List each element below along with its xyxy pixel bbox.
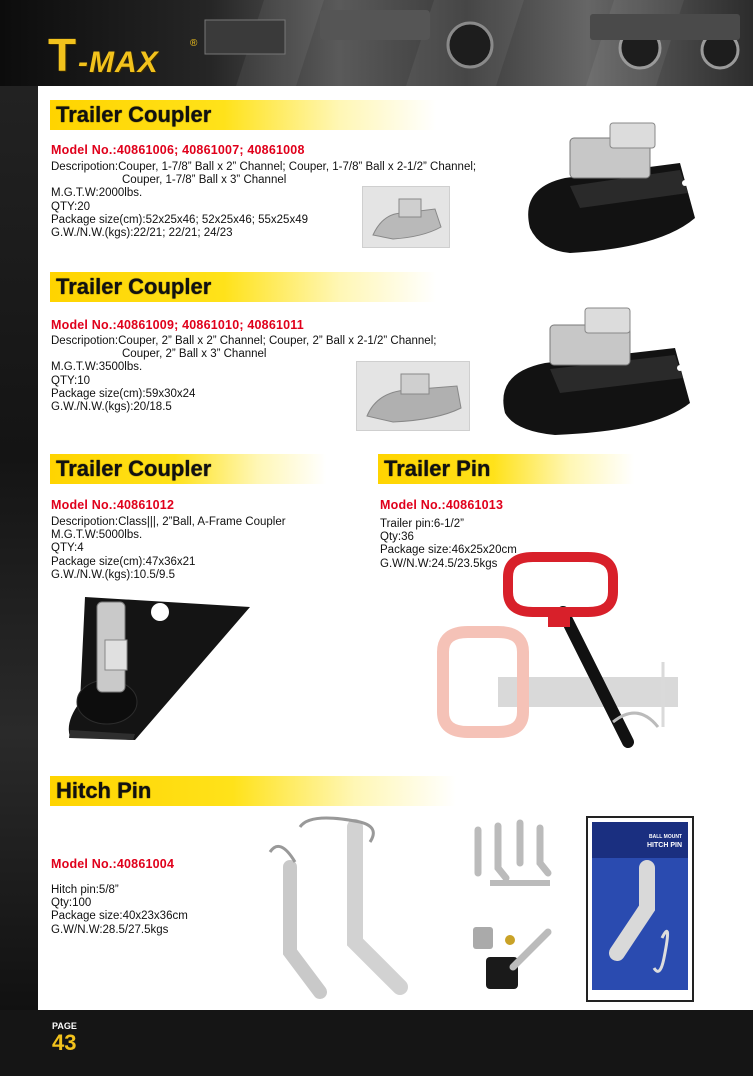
model-number-trailer-pin: Model No.:40861013 bbox=[380, 498, 504, 512]
specs-coupler-3 bbox=[51, 516, 286, 582]
card-body bbox=[592, 858, 688, 990]
description-line-2: Couper, 2” Ball x 3” Channel bbox=[122, 348, 267, 361]
specs-hitch-pin bbox=[51, 884, 188, 937]
gross-net-weight: G.W./N.W.(kgs):22/21; 22/21; 24/23 bbox=[51, 227, 233, 240]
hitch-pin-photo bbox=[250, 812, 450, 1002]
left-grunge-border bbox=[0, 86, 38, 1010]
card-label-small: BALL MOUNT bbox=[649, 834, 682, 840]
model-number-coupler-3: Model No.:40861012 bbox=[51, 498, 175, 512]
description-line-1: Descripotion:Couper, 2” Ball x 2” Channel; Couper, 2” Ball x 2-1/2” Channel; bbox=[51, 335, 437, 347]
t-max-logo bbox=[48, 26, 208, 82]
section-title-trailer-pin: Trailer Pin bbox=[378, 454, 634, 484]
model-number-coupler-1: Model No.:40861006; 40861007; 40861008 bbox=[51, 143, 305, 157]
a-frame-coupler-photo bbox=[65, 592, 255, 742]
footer-bar bbox=[0, 1010, 753, 1076]
qty: QTY:4 bbox=[51, 542, 84, 555]
package-size: Package size:40x23x36cm bbox=[51, 910, 188, 923]
gross-net-weight: G.W./N.W.(kgs):20/18.5 bbox=[51, 401, 172, 414]
gross-net-weight: G.W/N.W:28.5/27.5kgs bbox=[51, 923, 169, 936]
coupler-1-thumbnail bbox=[362, 186, 450, 248]
coupler-1-photo bbox=[510, 118, 700, 258]
description-line-2: Couper, 1-7/8” Ball x 3” Channel bbox=[122, 174, 287, 187]
card-pin-graphic bbox=[592, 858, 688, 990]
card-label-big: HITCH PIN bbox=[647, 842, 682, 849]
qty: Qty:100 bbox=[51, 897, 92, 910]
logo-letter-t: T bbox=[48, 29, 75, 81]
model-number-coupler-2: Model No.:40861009; 40861010; 40861011 bbox=[51, 318, 304, 332]
package-size: Package size(cm):47x36x21 bbox=[51, 555, 196, 568]
header-banner bbox=[0, 0, 753, 86]
hitch-lock-photo bbox=[468, 922, 558, 1002]
registered-mark: ® bbox=[190, 38, 198, 49]
mgtw: M.G.T.W:3500lbs. bbox=[51, 361, 143, 374]
coupler-2-thumbnail bbox=[356, 361, 470, 431]
qty: QTY:10 bbox=[51, 374, 90, 387]
page-number: 43 bbox=[52, 1030, 77, 1055]
coupler-2-photo bbox=[495, 303, 695, 443]
section-title-coupler-3: Trailer Coupler bbox=[50, 454, 326, 484]
package-size: Package size(cm):52x25x46; 52x25x46; 55x25x49 bbox=[51, 213, 308, 226]
pin-size: Hitch pin:5/8” bbox=[51, 884, 119, 896]
hitch-pin-set-photo bbox=[468, 818, 578, 898]
description-line-1: Descripotion:Couper, 1-7/8” Ball x 2” Channel; Couper, 1-7/8” Ball x 2-1/2” Channel; bbox=[51, 161, 477, 173]
model-number-hitch-pin: Model No.:40861004 bbox=[51, 857, 175, 871]
section-title-hitch-pin: Hitch Pin bbox=[50, 776, 456, 806]
gross-net-weight: G.W/N.W:24.5/23.5kgs bbox=[380, 557, 498, 570]
mgtw: M.G.T.W:5000lbs. bbox=[51, 529, 143, 542]
qty: QTY:20 bbox=[51, 200, 90, 213]
section-title-coupler-1: Trailer Coupler bbox=[50, 100, 436, 130]
mgtw: M.G.T.W:2000lbs. bbox=[51, 187, 143, 200]
description: Descripotion:Class|||, 2”Ball, A-Frame Coupler bbox=[51, 516, 286, 528]
page-label: PAGE bbox=[52, 1021, 77, 1031]
card-header bbox=[592, 822, 688, 858]
gross-net-weight: G.W./N.W.(kgs):10.5/9.5 bbox=[51, 568, 175, 581]
package-size: Package size:46x25x20cm bbox=[380, 544, 517, 557]
qty: Qty:36 bbox=[380, 531, 414, 544]
pin-size: Trailer pin:6-1/2” bbox=[380, 518, 464, 530]
trailer-pin-photo bbox=[438, 552, 698, 752]
package-size: Package size(cm):59x30x24 bbox=[51, 387, 196, 400]
section-title-coupler-2: Trailer Coupler bbox=[50, 272, 436, 302]
logo-text-max: -MAX bbox=[78, 46, 159, 79]
hitch-pin-package-card bbox=[586, 816, 694, 1002]
